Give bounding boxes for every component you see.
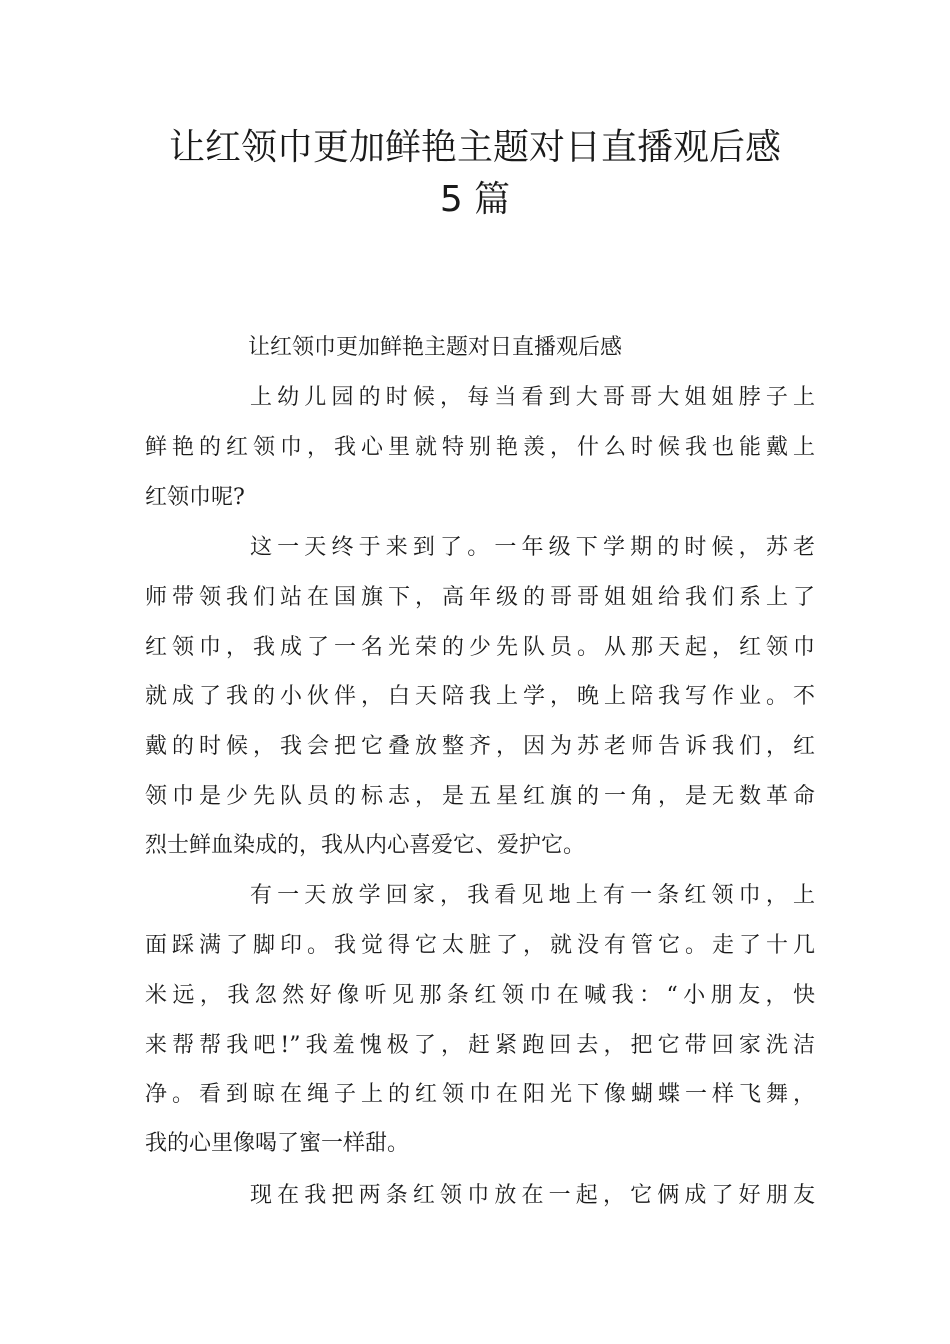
paragraph-line: 现在我把两条红领巾放在一起，它俩成了好朋友	[250, 1183, 815, 1208]
paragraph-line: 红领巾，我成了一名光荣的少先队员。从那天起，红领巾	[145, 635, 815, 660]
paragraph-line: 鲜艳的红领巾，我心里就特别艳羡，什么时候我也能戴上	[145, 435, 815, 460]
paragraph-line: 有一天放学回家，我看见地上有一条红领巾，上	[250, 883, 815, 908]
article-subtitle: 让红领巾更加鲜艳主题对日直播观后感	[248, 335, 623, 360]
paragraph-line: 戴的时候，我会把它叠放整齐，因为苏老师告诉我们，红	[145, 734, 815, 759]
paragraph-line: 面踩满了脚印。我觉得它太脏了，就没有管它。走了十几	[145, 933, 815, 958]
title-line-1: 让红领巾更加鲜艳主题对日直播观后感	[168, 127, 781, 168]
paragraph-line: 米远，我忽然好像听见那条红领巾在喊我：“小朋友，快	[145, 983, 815, 1008]
paragraph-line: 来帮帮我吧!”我羞愧极了，赶紧跑回去，把它带回家洗洁	[145, 1033, 815, 1058]
paragraph-line: 烈士鲜血染成的，我从内心喜爱它、爱护它。	[145, 833, 586, 858]
paragraph-line: 净。看到晾在绳子上的红领巾在阳光下像蝴蝶一样飞舞，	[145, 1082, 815, 1107]
paragraph-line: 这一天终于来到了。一年级下学期的时候，苏老	[250, 535, 815, 560]
document-title	[100, 122, 850, 226]
paragraph-line: 领巾是少先队员的标志，是五星红旗的一角，是无数革命	[145, 784, 815, 809]
paragraph-line: 师带领我们站在国旗下，高年级的哥哥姐姐给我们系上了	[145, 585, 815, 610]
title-line-2: 5 篇	[439, 179, 511, 220]
paragraph-line: 我的心里像喝了蜜一样甜。	[145, 1131, 410, 1156]
paragraph-line: 就成了我的小伙伴，白天陪我上学，晚上陪我写作业。不	[145, 684, 815, 709]
paragraph-line: 红领巾呢?	[145, 485, 245, 510]
paragraph-line: 上幼儿园的时候，每当看到大哥哥大姐姐脖子上	[250, 385, 815, 410]
